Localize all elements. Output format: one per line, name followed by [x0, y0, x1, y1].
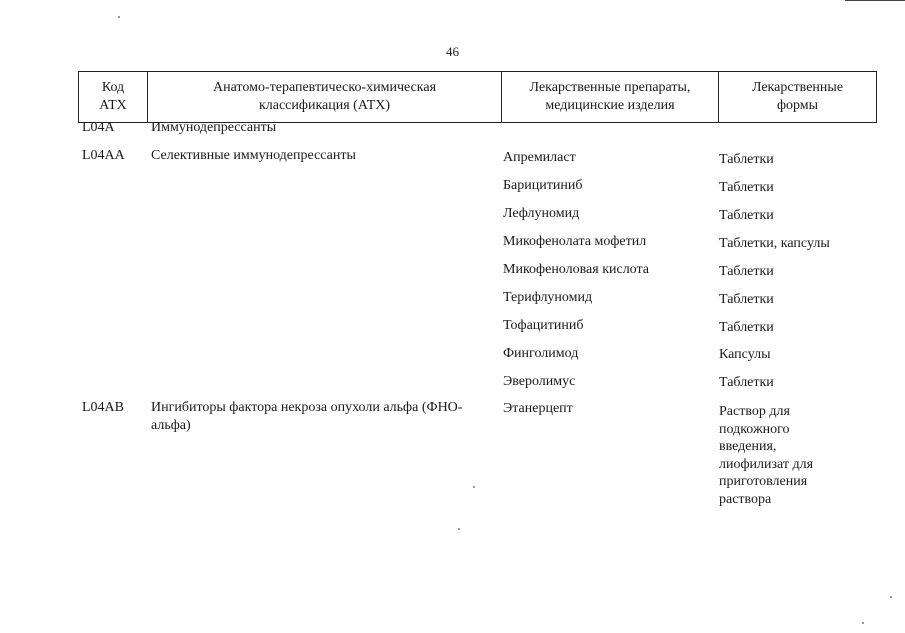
- header-classification: [148, 72, 502, 123]
- drug-name: Этанерцепт: [503, 401, 573, 416]
- page-number: 46: [446, 44, 459, 59]
- drug-name: Финголимод: [503, 346, 579, 361]
- dosage-form: Таблетки: [719, 375, 774, 390]
- dosage-form: Таблетки: [719, 152, 774, 167]
- drug-name: Лефлуномид: [503, 206, 580, 221]
- drug-name: Барицитиниб: [503, 178, 583, 193]
- header-forms-text: Лекарственные формы: [751, 80, 844, 113]
- dosage-form: Таблетки: [719, 208, 774, 223]
- dosage-form: Таблетки: [719, 292, 774, 307]
- dosage-form: Таблетки: [719, 320, 774, 335]
- scan-speck: [118, 16, 120, 18]
- scan-edge-line: [845, 0, 905, 1]
- drug-name: Микофеноловая кислота: [503, 262, 650, 277]
- group-code: L04AB: [82, 400, 124, 415]
- header-classification-text: Анатомо-терапевтическо-химическая классификация (АТХ): [212, 80, 437, 113]
- drug-name: Тофацитиниб: [503, 318, 584, 333]
- header-forms: [719, 72, 877, 123]
- header-code-text: Код АТХ: [99, 80, 127, 113]
- dosage-form: Капсулы: [719, 347, 771, 362]
- drug-name: Терифлуномид: [503, 290, 593, 305]
- group-code: L04A: [82, 120, 115, 135]
- group-name: Селективные иммунодепрессанты: [151, 148, 356, 163]
- dosage-form: Таблетки, капсулы: [719, 236, 830, 251]
- scan-speck: [890, 596, 892, 598]
- table-header: [78, 71, 877, 123]
- group-name: Ингибиторы фактора некроза опухоли альфа (ФНО-альфа): [151, 400, 463, 433]
- group-name: Иммунодепрессанты: [151, 120, 277, 135]
- dosage-form: Таблетки: [719, 180, 774, 195]
- scan-speck: [862, 622, 864, 624]
- drug-name: Микофенолата мофетил: [503, 234, 647, 249]
- scan-speck: [458, 528, 460, 530]
- header-drugs-text: Лекарственные препараты, медицинские изделия: [529, 80, 691, 113]
- drug-name: Эверолимус: [503, 374, 576, 389]
- dosage-form: Таблетки: [719, 264, 774, 279]
- header-code: [79, 72, 148, 123]
- dosage-form: Раствор для подкожного введения, лиофилизат для приготовления раствора: [719, 404, 814, 507]
- group-code: L04AA: [82, 148, 125, 163]
- drug-name: Апремиласт: [503, 150, 576, 165]
- header-drugs: [502, 72, 719, 123]
- scan-speck: [473, 486, 475, 488]
